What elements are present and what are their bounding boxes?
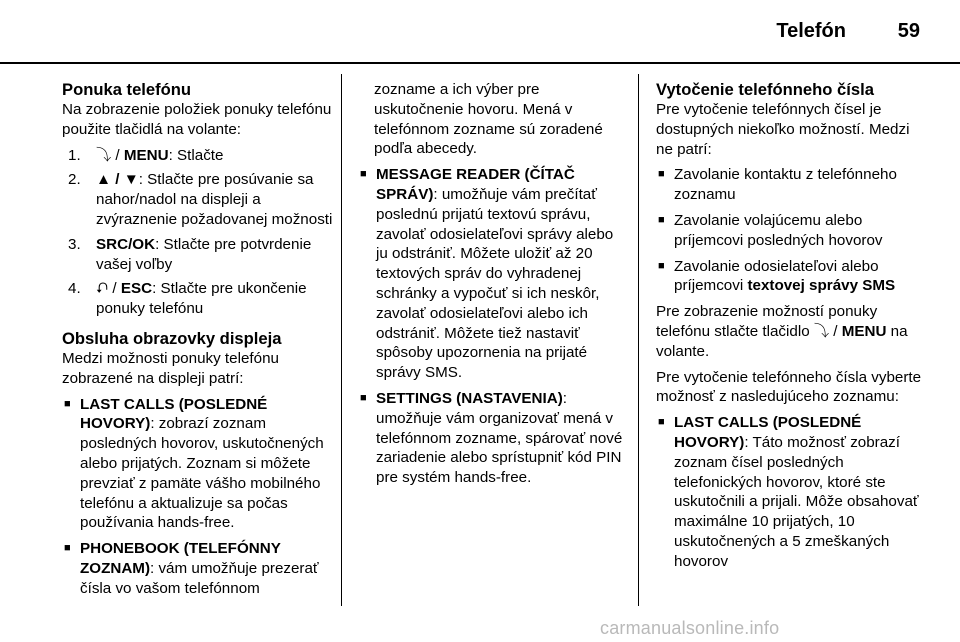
column-2 [358,80,628,494]
item-key: MESSAGE READER (ČÍTAČ SPRÁV) [376,166,575,203]
list-item [62,395,334,534]
instruction-text-end: na volante. [656,322,908,360]
list-item [656,257,926,297]
section-title-display: Obsluha obrazovky displeja [62,328,282,348]
list-item [656,165,926,205]
section-title-phone-menu: Ponuka telefónu [62,80,192,99]
step-key: SRC/OK [96,235,156,253]
bullet-icon: ■ [64,397,71,410]
item-text: : umožňuje vám organizovať mená v telefónnom zozname, spárovať nové zariadenie alebo sprístupniť kód PIN pre systém hands-free. [376,389,623,487]
item-key: textovej správy SMS [747,277,896,295]
step-text: : Stlačte [168,146,224,164]
bullet-icon: ■ [64,542,71,555]
step-separator: / [108,280,121,298]
step-key: ESC [120,280,153,298]
bullet-icon: ■ [658,213,665,226]
list-item [656,413,926,571]
list-item [62,539,334,598]
bullet-icon: ■ [360,168,367,181]
item-text: Zavolanie odosielateľovi alebo príjemcovi [674,257,879,295]
step-separator: / [111,146,124,164]
instruction-text: Pre zobrazenie možností ponuky telefónu stlačte tlačidlo [656,303,878,340]
display-intro: Medzi možnosti ponuky telefónu zobrazené na displeji patrí: [62,349,279,387]
list-item [358,165,628,383]
phone-handset-icon: ⤵ [96,146,112,164]
item-text: : umožňuje vám prečítať poslednú prijatú textovú správu, zavolať odosielateľovi správy alebo ju odstrániť. Môžete uložiť až 20 textových správ do vyhradenej schránky a vypočuť si ich neskôr, zavolať odosielateľovi alebo ich odstrániť. Môžete tiež nastaviť spôsoby upozornenia na prijaté správy SMS. [376,185,614,382]
step-number: 3. [68,235,81,253]
page-number: 59 [897,20,920,42]
step-number: 2. [68,171,81,189]
item-key: SETTINGS (NASTAVENIA) [376,389,563,407]
column-3 [656,80,926,578]
item-key: LAST CALLS (POSLEDNÉ HOVORY) [674,414,862,451]
end-call-icon: ⮏ [96,280,109,298]
dialing-intro: Pre vytočenie telefónnych čísel je dostupných niekoľko možností. Medzi ne patrí: [656,101,910,158]
step-number: 1. [68,146,81,164]
bullet-icon: ■ [658,416,665,429]
phone-menu-intro: Na zobrazenie položiek ponuky telefónu použite tlačidlá na volante: [62,101,332,138]
step-number: 4. [68,280,81,298]
dial-instruction: Pre vytočenie telefónneho čísla vyberte možnosť z nasledujúceho zoznamu: [656,368,922,406]
menu-instruction [656,302,926,361]
step-item [62,235,334,275]
item-key: LAST CALLS (POSLEDNÉ HOVORY) [80,395,268,433]
step-item [62,146,334,166]
bullet-icon: ■ [360,391,367,404]
page-header [0,0,960,64]
item-text: Zavolanie volajúcemu alebo príjemcovi posledných hovorov [674,211,883,249]
step-text: : Stlačte pre ukončenie ponuky telefónu [96,280,307,318]
phone-handset-icon: ⤵ [813,322,830,340]
item-text: : vám umožňuje prezerať čísla vo vašom telefónnom [80,559,319,597]
list-item [358,389,628,488]
instruction-key: MENU [841,322,887,340]
section-title-dialing: Vytočenie telefónneho čísla [656,80,874,99]
item-text: : Táto možnosť zobrazí zoznam čísel posledných telefonických hovorov, ktoré ste uskutočnili a prijali. Môže obsahovať maximálne 10 prijatých, 10 uskutočnených a 5 zmeškaných hovorov [674,433,919,570]
watermark: carmanualsonline.info [600,618,780,638]
step-text: : Stlačte pre potvrdenie vašej voľby [96,235,312,273]
column-divider-2 [638,74,639,606]
list-item [656,211,926,251]
column-divider-1 [341,74,342,606]
instruction-separator: / [829,322,842,340]
header-title: Telefón [776,20,846,42]
phonebook-continuation: zozname a ich výber pre uskutočnenie hovoru. Mená v telefónnom zozname sú zoradené podľa abecedy. [374,81,603,158]
step-item [62,170,334,229]
item-text: : zobrazí zoznam posledných hovorov, uskutočnených alebo prijatých. Zoznam si môžete prevziať z pamäte vášho mobilného telefónu a aktualizuje sa počas používania hands-free. [80,415,324,532]
step-text: : Stlačte pre posúvanie sa nahor/nadol na displeji a zvýraznenie požadovanej možnosti [96,171,333,228]
bullet-icon: ■ [658,168,665,181]
item-text: Zavolanie kontaktu z telefónneho zoznamu [674,166,897,204]
bullet-icon: ■ [658,259,665,272]
item-key: PHONEBOOK (TELEFÓNNY ZOZNAM) [80,540,281,577]
step-item [62,279,334,319]
step-key: MENU [123,146,169,164]
step-key: ▲ / ▼ [96,171,139,189]
column-1 [62,80,334,605]
